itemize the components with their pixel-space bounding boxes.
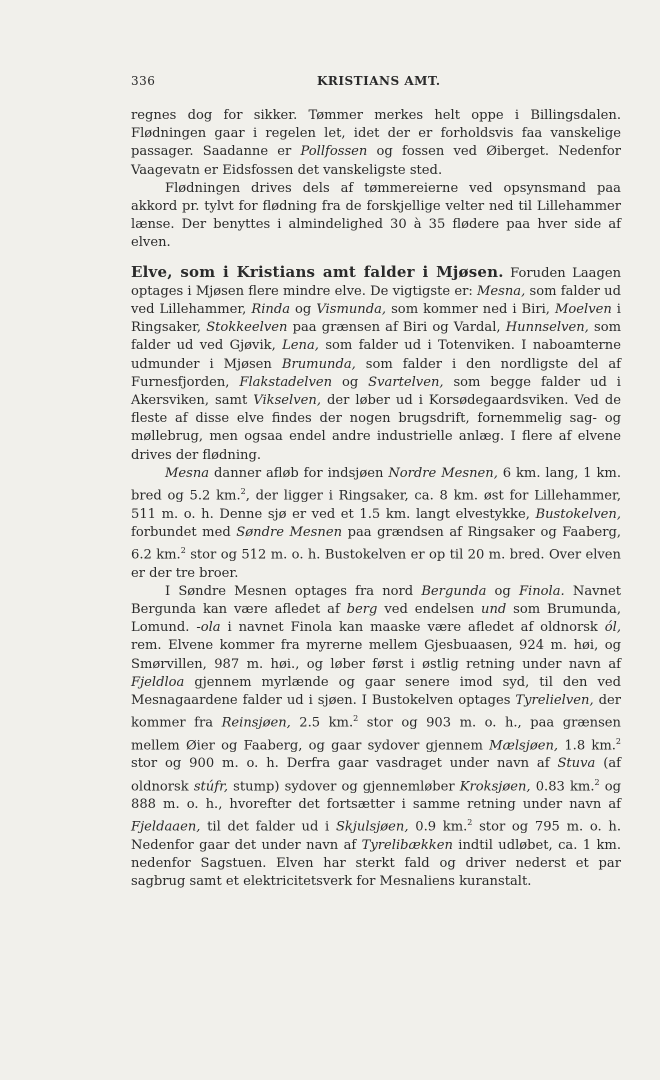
text-run: paa grændsen af Ringsaker og Faaberg, 6.2 km. — [131, 524, 622, 563]
text-run: indtil udløbet, ca. 1 km. nedenfor Sagstuen. Elven har sterkt fald og driver nederst et par sagbrug samt et elektricitetsverk for Mesnaliens kuranstalt. — [131, 837, 621, 890]
text-run: som falder i den nordligste del af Furnesfjorden, — [131, 356, 621, 390]
text-run: som falder ud i Totenviken. I naboamterne udmunder i Mjøsen — [131, 338, 621, 372]
italic-text: Reinsjøen, — [221, 715, 291, 731]
italic-text: Vismunda, — [316, 302, 387, 318]
text-run: i navnet Finola kan maaske være afledet af oldnorsk — [220, 620, 605, 636]
text-run: 0.9 km. — [408, 819, 468, 835]
superscript: 2 — [594, 777, 600, 787]
text-run: stor og 512 m. o. h. Bustokelven er op til 20 m. bred. Over elven er der tre broer. — [131, 547, 621, 581]
italic-text: und — [481, 602, 507, 617]
italic-text: Tyrelibækken — [361, 837, 453, 853]
italic-text: Bergunda — [421, 583, 487, 599]
italic-text: berg — [346, 602, 378, 617]
text-run: og — [486, 583, 519, 599]
superscript: 2 — [180, 546, 186, 556]
text-run: , der ligger i Ringsaker, ca. 8 km. øst for Lillehammer, 511 m. o. h. Denne sjø er ved et 1.5 km. langt elvestykke, — [131, 488, 622, 522]
superscript: 2 — [240, 487, 246, 497]
paragraph — [131, 465, 621, 583]
superscript: 2 — [353, 714, 359, 724]
italic-text: Moelven — [554, 302, 612, 318]
text-run: 1.8 km. — [558, 738, 616, 754]
text-run: som kommer ned i Biri, — [386, 302, 555, 318]
italic-text: Mesna — [165, 465, 210, 481]
paragraph — [131, 263, 621, 465]
italic-text: Vikselven, — [253, 393, 321, 409]
text-run: som begge falder ud i Akersviken, samt — [131, 374, 621, 409]
italic-text: Rinda — [251, 302, 291, 318]
text-run: 2.5 km. — [290, 715, 354, 731]
italic-text: Tyrelielven, — [515, 693, 594, 709]
italic-text: Stuva — [557, 756, 596, 772]
italic-text: Hunnselven, — [505, 320, 589, 336]
text-run: og — [290, 302, 317, 318]
text-run: der løber ud i Korsødegaardsviken. Ved de fleste af disse elve findes der nogen brugsdrift, fornemmelig sag- og møllebrug, men ogsaa endel andre industrielle anlæg. I flere af elvene drives der flødning. — [131, 393, 622, 463]
text-run: og — [332, 374, 369, 390]
body-text — [131, 107, 621, 891]
text-run: som falder ud ved Gjøvik, — [131, 320, 621, 354]
text-run: 6 km. lang, 1 km. bred og 5.2 km. — [131, 465, 621, 504]
text-run: stor og 795 m. o. h. Nedenfor gaar det under navn af — [131, 819, 621, 853]
italic-text: Mælsjøen, — [489, 738, 559, 754]
text-run: Navnet Bergunda kan være afledet af — [131, 583, 621, 617]
text-run: til det falder ud i — [200, 819, 336, 835]
text-run: danner afløb for indsjøen — [209, 465, 389, 481]
italic-text: Skjulsjøen, — [335, 819, 409, 835]
italic-text: stúfr, — [193, 778, 229, 794]
italic-text: Brumunda, — [281, 356, 356, 372]
superscript: 2 — [615, 736, 622, 746]
italic-text: Fjeldaaen, — [131, 819, 201, 835]
italic-text: Kroksjøen, — [459, 778, 531, 794]
text-run: ved endelsen — [377, 602, 482, 617]
superscript: 2 — [467, 818, 473, 828]
italic-text: Fjeldloa — [131, 674, 185, 690]
text-run: Foruden Laagen optages i Mjøsen flere mindre elve. De vigtigste er: — [131, 265, 622, 299]
running-title: KRISTIANS AMT. — [317, 74, 441, 88]
text-run: stor og 900 m. o. h. Derfra gaar vasdraget under navn af — [131, 756, 558, 772]
text-run: som Brumunda, Lomund. — [131, 602, 621, 636]
italic-text: Flakstadelven — [239, 374, 333, 390]
text-run: regnes dog for sikker. Tømmer merkes helt oppe i Billingsdalen. Flødningen gaar i regelen let, idet der er forholdsvis faa vanskelige passager. Saadanne er — [131, 108, 621, 160]
page-number: 336 — [131, 74, 156, 88]
paragraph — [131, 583, 621, 892]
text-run: paa grænsen af Biri og Vardal, — [287, 320, 506, 336]
italic-text: -ola — [196, 620, 221, 636]
text-run: stor og 903 m. o. h., paa grænsen mellem Øier og Faaberg, og gaar sydover gjennem — [131, 715, 621, 754]
text-run: og 888 m. o. h., hvorefter det fortsætter i samme retning under navn af — [131, 778, 621, 813]
text-run: forbundet med — [131, 524, 237, 540]
paragraph — [131, 180, 621, 253]
italic-text: Nordre Mesnen, — [388, 465, 498, 481]
text-run: 0.83 km. — [530, 778, 595, 794]
text-run: gjennem myrlænde og gaar senere imod syd, til den ved Mesnagaardene falder ud i sjøen. I Bustokelven optages — [131, 674, 621, 709]
italic-text: Svartelven, — [368, 374, 444, 390]
text-run: der kommer fra — [131, 693, 621, 731]
text-run: Flødningen drives dels af tømmereierne ved opsynsmand paa akkord pr. tylvt for flødning fra de forskjellige velter ned til Lillehammer lænse. Der benyttes i almindelighed 30 à 35 flødere paa hver side af elven. — [131, 180, 621, 251]
paragraph — [131, 107, 621, 180]
italic-text: Lena, — [282, 338, 319, 354]
text-run: og fossen ved Øiberget. Nedenfor Vaagevatn er Eidsfossen det vanskeligste sted. — [131, 144, 621, 178]
italic-text: Bustokelven, — [535, 506, 621, 522]
italic-text: Søndre Mesnen — [236, 524, 343, 540]
section-heading: Elve, som i Kristians amt falder i Mjøsen. — [131, 262, 504, 281]
italic-text: Mesna, — [476, 283, 526, 299]
text-run: I Søndre Mesnen optages fra nord — [165, 583, 422, 599]
italic-text: Stokkeelven — [206, 320, 288, 336]
text-run: (af oldnorsk — [131, 756, 621, 794]
italic-text: Finola. — [518, 583, 565, 599]
italic-text: ól, — [604, 620, 621, 636]
text-run: rem. Elvene kommer fra myrerne mellem Gjesbuaasen, 924 m. høi, og Smørvillen, 987 m. høi., og løber først i østlig retning under navn af — [131, 638, 621, 672]
text-run: stump) sydover og gjennemløber — [228, 778, 460, 794]
italic-text: Pollfossen — [300, 144, 368, 160]
text-run: i Ringsaker, — [131, 302, 621, 336]
text-run: som falder ud ved Lillehammer, — [131, 283, 621, 318]
